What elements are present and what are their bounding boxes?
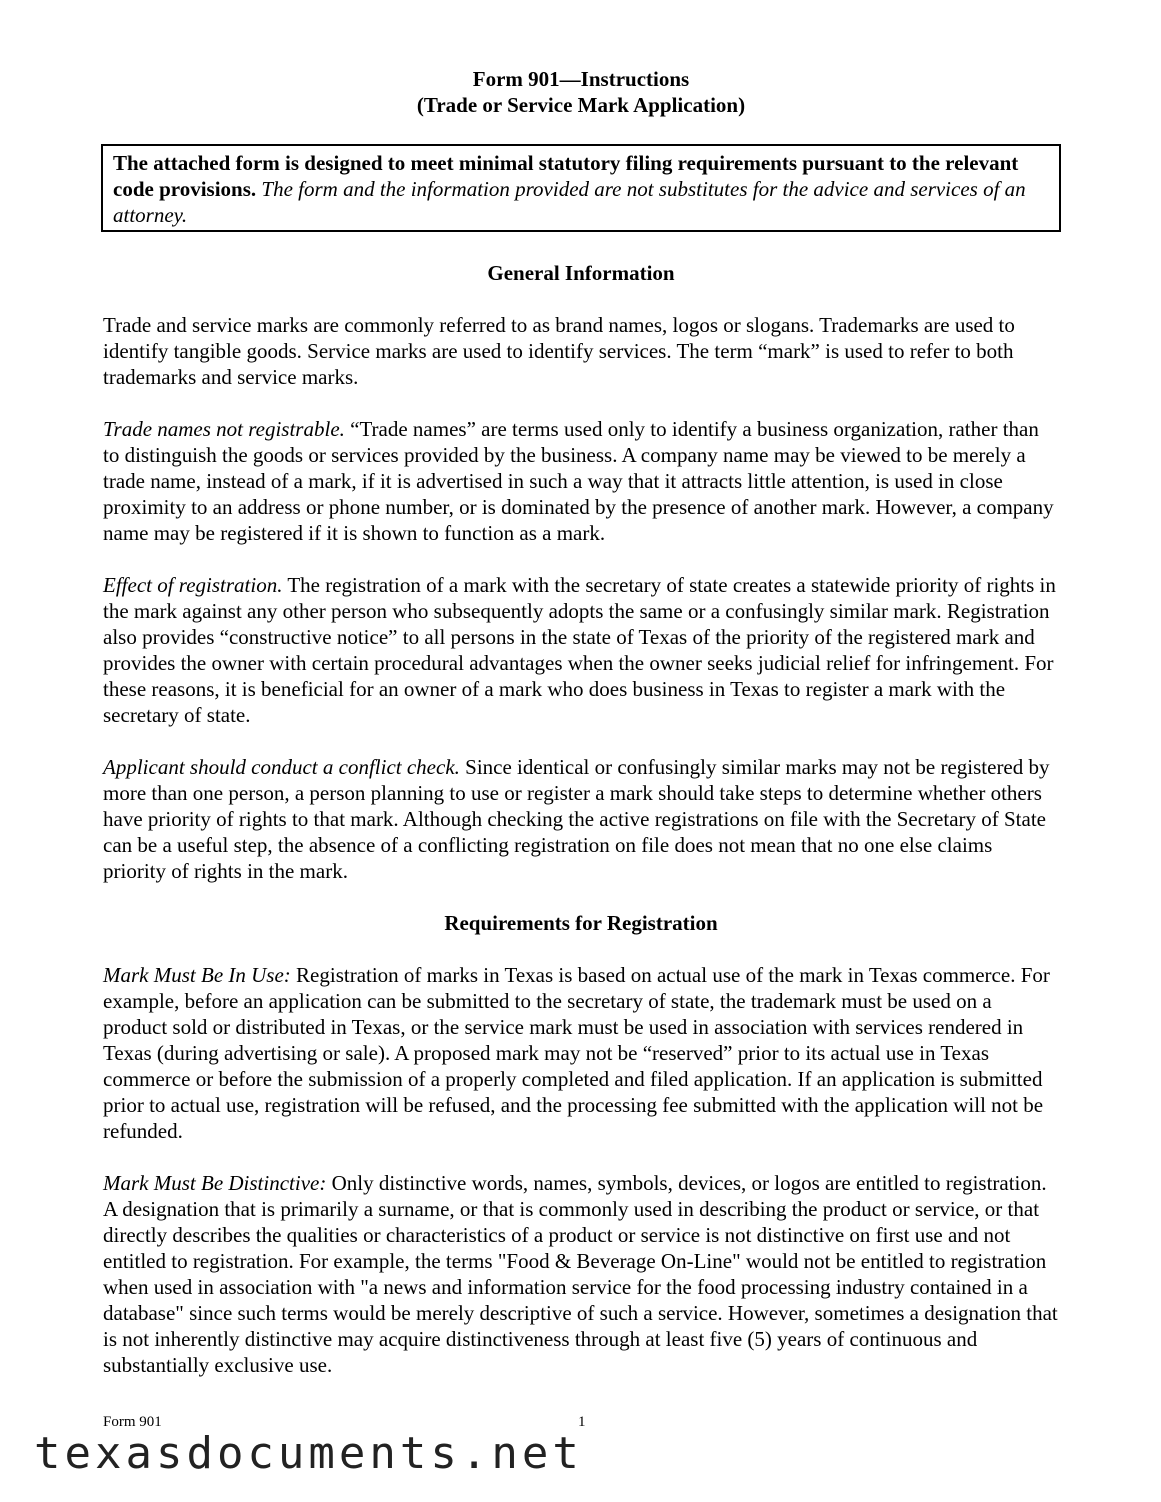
watermark-text: texasdocuments.net [34,1428,583,1479]
trade-names-label: Trade names not registrable. [103,417,345,441]
page-number: 1 [578,1414,586,1430]
effect-of-registration-paragraph [103,572,1059,728]
footer-form-label: Form 901 [103,1414,162,1430]
conflict-check-paragraph [103,754,1059,884]
document-page [103,66,1059,1378]
general-information-heading: General Information [487,261,675,285]
mark-distinctive-paragraph [103,1170,1059,1378]
requirements-heading: Requirements for Registration [444,911,718,935]
general-intro-paragraph: Trade and service marks are commonly referred to as brand names, logos or slogans. Trademarks are used to identify tangible goods. Service marks are used to identify services. The term “mark” is used to refer to both trademarks and service marks. [103,313,1015,389]
in-use-label: Mark Must Be In Use: [103,963,291,987]
title-line-2: (Trade or Service Mark Application) [416,93,746,117]
effect-text: The registration of a mark with the secretary of state creates a statewide priority of rights in the mark against any other person who subsequently adopts the same or a confusingly similar mark. Registration also provides “constructive notice” to all persons in the state of Texas of the priority of the registered mark and provides the owner with certain procedural advantages when the owner seeks judicial relief for infringement. For these reasons, it is beneficial for an owner of a mark who does business in Texas to register a mark with the secretary of state. [103,573,1056,727]
distinctive-text: Only distinctive words, names, symbols, devices, or logos are entitled to registration. A designation that is primarily a surname, or that is commonly used in describing the product or service, or that directly describes the qualities or characteristics of a product or service is not distinctive on first use and not entitled to registration. For example, the terms "Food & Beverage On-Line" would not be entitled to registration when used in association with "a news and information service for the food processing industry contained in a database" since such terms would be merely descriptive of such a service. However, sometimes a designation that is not inherently distinctive may acquire distinctiveness through at least five (5) years of continuous and substantially exclusive use. [103,1171,1058,1377]
mark-in-use-paragraph [103,962,1059,1144]
trade-names-text: “Trade names” are terms used only to identify a business organization, rather than to distinguish the goods or services provided by the business. A company name may be viewed to be merely a trade name, instead of a mark, if it is advertised in such a way that it attracts little attention, is used in close proximity to an address or phone number, or is dominated by the presence of another mark. However, a company name may be registered if it is shown to function as a mark. [103,417,1054,545]
title-line-1: Form 901—Instructions [472,67,690,91]
conflict-label: Applicant should conduct a conflict check. [103,755,460,779]
in-use-text: Registration of marks in Texas is based on actual use of the mark in Texas commerce. For example, before an application can be submitted to the secretary of state, the trademark must be used on a product sold or distributed in Texas, or the service mark must be used in association with services rendered in Texas (during advertising or sale). A proposed mark may not be “reserved” prior to its actual use in Texas commerce or before the submission of a properly completed and filed application. If an application is submitted prior to actual use, registration will be refused, and the processing fee submitted with the application will not be refunded. [103,963,1050,1143]
disclaimer-italic-text: The form and the information provided are not substitutes for the advice and services of an attorney. [113,177,1026,227]
page-title [103,66,1059,118]
disclaimer-bold-text: The attached form is designed to meet minimal statutory filing requirements pursuant to the relevant code provisions. [113,151,1019,201]
distinctive-label: Mark Must Be Distinctive: [103,1171,327,1195]
disclaimer-box [101,144,1061,232]
conflict-text: Since identical or confusingly similar marks may not be registered by more than one person, a person planning to use or register a mark should take steps to determine whether others have priority of rights to that mark. Although checking the active registrations on file with the Secretary of State can be a useful step, the absence of a conflicting registration on file does not mean that no one else claims priority of rights in the mark. [103,755,1050,883]
effect-label: Effect of registration. [103,573,283,597]
trade-names-paragraph [103,416,1059,546]
